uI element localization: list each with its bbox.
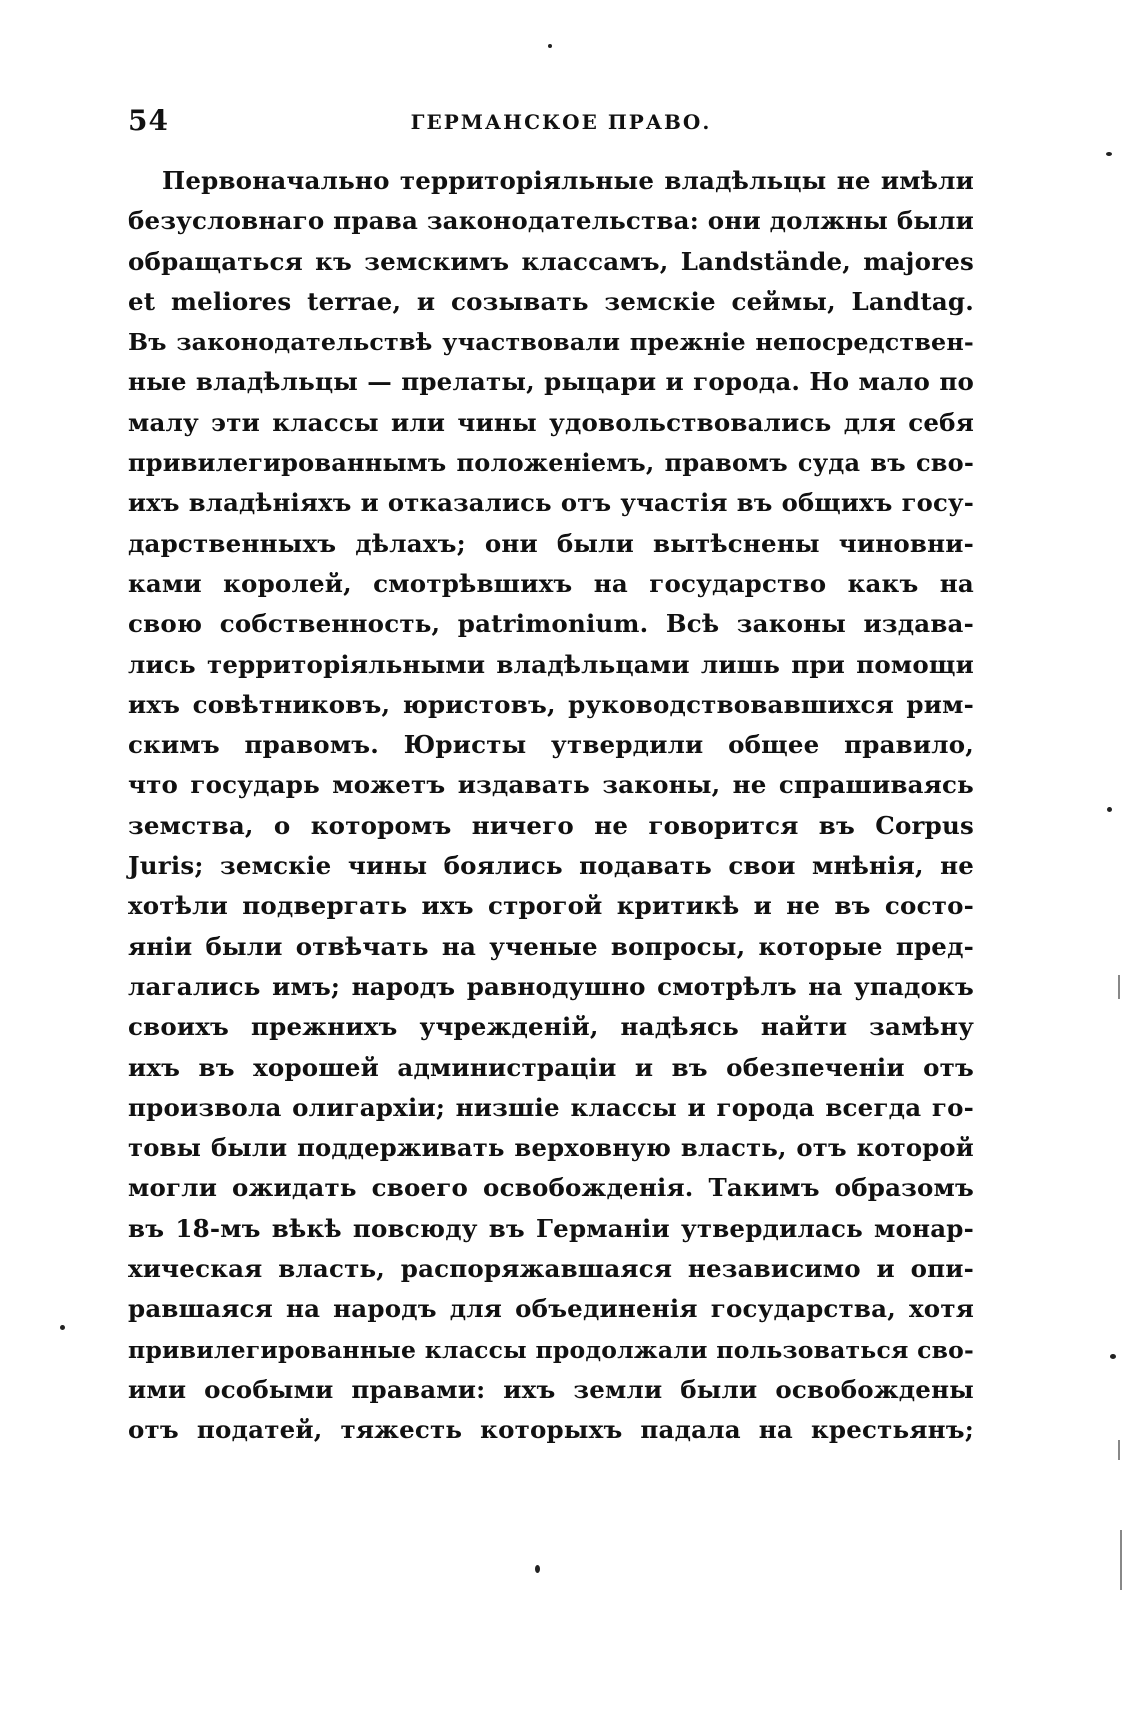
page-number: 54 xyxy=(128,104,169,137)
scan-speck xyxy=(1106,152,1112,156)
text-line: привилегированнымъ положеніемъ, правомъ суда въ сво- xyxy=(128,448,974,478)
text-line: ные владѣльцы — прелаты, рыцари и города. Но мало по xyxy=(128,367,974,397)
text-line: что государь можетъ издавать законы, не спрашиваясь xyxy=(128,770,974,800)
text-line: яніи были отвѣчать на ученые вопросы, которые пред- xyxy=(128,931,974,961)
text-line: хотѣли подвергать ихъ строгой критикѣ и не въ состо- xyxy=(128,891,974,921)
text-line: скимъ правомъ. Юристы утвердили общее правило, xyxy=(128,730,974,760)
text-line: ихъ въ хорошей администраціи и въ обезпеченіи отъ xyxy=(128,1052,974,1082)
text-line: малу эти классы или чины удовольствовались для себя xyxy=(128,407,974,437)
scan-speck xyxy=(548,44,552,48)
text-line: привилегированные классы продолжали пользоваться сво- xyxy=(128,1335,974,1364)
scan-speck xyxy=(60,1325,65,1330)
text-line: дарственныхъ дѣлахъ; они были вытѣснены чиновни- xyxy=(128,528,974,558)
scan-speck xyxy=(1110,1354,1116,1359)
text-line: свою собственность, patrimonium. Всѣ законы издава- xyxy=(128,609,974,639)
text-line: земства, о которомъ ничего не говорится въ Corpus xyxy=(128,810,974,840)
text-line: Juris; земскіе чины боялись подавать свои мнѣнія, не xyxy=(128,851,974,881)
text-line: могли ожидать своего освобожденія. Такимъ образомъ xyxy=(128,1173,974,1203)
text-line: et meliores terrae, и созывать земскіе сеймы, Landtag. xyxy=(128,286,974,316)
text-line: въ 18-мъ вѣкѣ повсюду въ Германіи утвердилась монар- xyxy=(128,1213,974,1243)
scan-edge-mark xyxy=(1118,975,1120,999)
text-line: произвола олигархіи; низшіе классы и города всегда го- xyxy=(128,1092,974,1122)
text-line: ихъ совѣтниковъ, юристовъ, руководствовавшихся рим- xyxy=(128,689,974,719)
text-line: Въ законодательствѣ участвовали прежніе непосредствен- xyxy=(128,328,974,357)
text-line: ими особыми правами: ихъ земли были освобождены xyxy=(128,1374,974,1404)
text-line: отъ податей, тяжесть которыхъ падала на крестьянъ; xyxy=(128,1415,974,1445)
text-line: ками королей, смотрѣвшихъ на государство какъ на xyxy=(128,568,974,598)
text-line: равшаяся на народъ для объединенія государства, хотя xyxy=(128,1294,974,1324)
text-line: обращаться къ земскимъ классамъ, Landstände, majores xyxy=(128,246,974,276)
scan-edge-mark xyxy=(1118,1440,1120,1460)
scan-speck xyxy=(1107,807,1112,812)
text-line: Первоначально территоріяльные владѣльцы не имѣли xyxy=(162,166,974,195)
text-line: товы были поддерживать верховную власть, отъ которой xyxy=(128,1133,974,1163)
text-line: безусловнаго права законодательства: они должны были xyxy=(128,206,974,236)
text-line: своихъ прежнихъ учрежденій, надѣясь найти замѣну xyxy=(128,1012,974,1042)
running-head xyxy=(128,104,994,138)
text-line: ихъ владѣніяхъ и отказались отъ участія въ общихъ госу- xyxy=(128,488,974,518)
text-line: лагались имъ; народъ равнодушно смотрѣлъ на упадокъ xyxy=(128,971,974,1001)
body-paragraph xyxy=(128,161,974,1451)
text-line: лись территоріяльными владѣльцами лишь при помощи xyxy=(128,649,974,679)
text-line: хическая власть, распоряжавшаяся независимо и опи- xyxy=(128,1254,974,1284)
running-title: ГЕРМАНСКОЕ ПРАВО. xyxy=(410,110,712,134)
scan-edge-mark xyxy=(1120,1530,1122,1590)
scan-speck xyxy=(535,1565,540,1573)
